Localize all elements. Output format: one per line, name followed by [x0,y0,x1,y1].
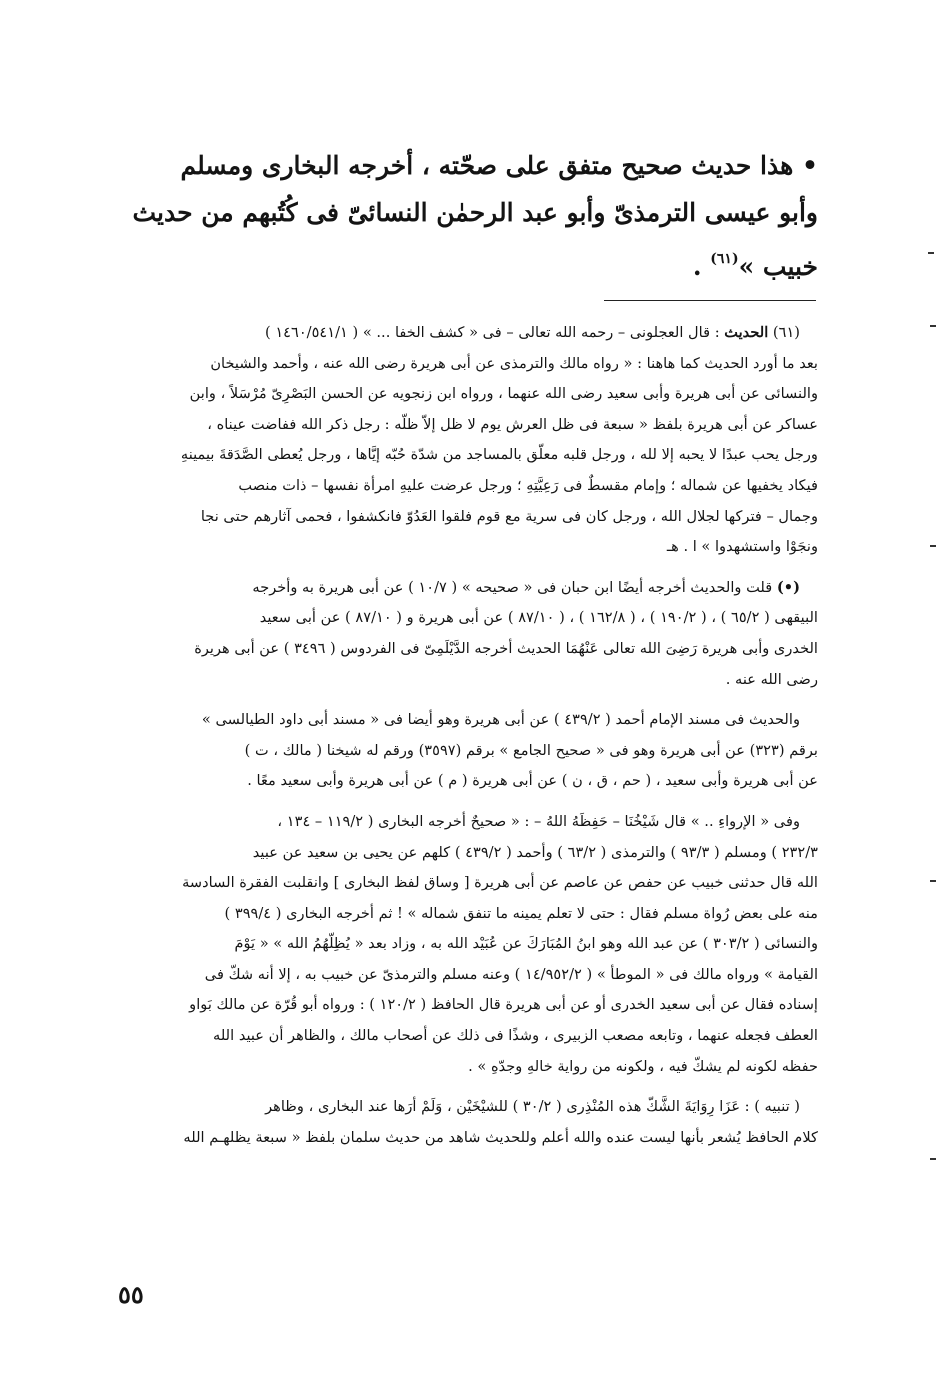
main-text-line-content: خبيب » [738,252,818,281]
footnote-separator-rule [604,300,816,301]
footnote-line: منه على بعض رُواة مسلم فقال : حتى لا تعلم يمينه ما تنفق شماله » ! ثم أخرجه البخارى ( ٣٩٩/٤ ) [224,904,818,922]
main-text-line [128,236,818,290]
footnote-line: ورجل يحب عبدًا لا يحبه إلا لله ، ورجل قلبه معلّق بالمساجد من شدّة حُبّه إيَّاها ، ورجل يُعطى الصَّدَقةَ بيمينهِ [180,446,818,464]
footnote-line: الله قال حدثنى خبيب عن حفص عن عاصم عن أبى هريرة [ وساق لفظ البخارى ] وانقلبت الفقرة السادسة [182,874,818,892]
footnote-line: البيقهى ( ٦٥/٢ ) ، ( ١٩٠/٢ ) ، ( ١٦٢/٨ ) ، ( ٨٧/١٠ ) عن أبى هريرة و ( ٨٧/١٠ ) عن أبى سعيد [259,609,818,627]
footnote-line: ٢٣٢/٣ ) ومسلم ( ٩٣/٣ ) والترمذى ( ٦٣/٢ ) وأحمد ( ٤٣٩/٢ ) كلهم عن يحيى بن سعيد عن عبيد [252,843,818,861]
footnote-line: إسناده فقال عن أبى سعيد الخدرى أو عن أبى هريرة قال الحافظ ( ١٢٠/٢ ) : ورواه أبو قُرّة عن مالك بَواو [189,996,818,1014]
footnote-line [118,807,818,838]
footnote-line [118,705,818,736]
footnote-line: فيكاد يخفيها عن شماله ؛ وإمام مقسطٌ فى رَعِيَّتِهِ ؛ ورجل عرضت عليهِ امرأة نفسها – ذات منصب [238,476,818,494]
footnote-line: القيامة » ورواه مالك فى « الموطأ » ( ١٤/٩٥٢/٢ ) وعنه مسلم والترمذىّ عن خبيب به ، إلا أنه شكّ فى [204,965,818,983]
footnote-line [118,318,818,349]
footnote-line: رضى الله عنه . [725,670,818,688]
footnote-line: عن أبى هريرة وأبى سعيد ، ( حم ، ق ، ن ) عن أبى هريرة ( م ) عن أبى هريرة وأبى سعيد معًا . [247,772,818,790]
margin-tick-mark [928,252,934,254]
page-number: ٥٥ [118,1280,144,1309]
footnote-line: حفظه لكونه لم يشكّ فيه ، ولكونه من رواية خالهِ وجدّهِ » . [468,1057,818,1075]
margin-tick-mark [930,880,936,882]
footnote-line: الخدرى وأبى هريرة رَضِىَ الله تعالى عَنْهُمَا الحديث أخرجه الدَّيْلَمِىّ فى الفردوس ( ٣٤٩٦ ) عن أبى هريرة [194,639,818,657]
margin-tick-mark [930,325,936,327]
margin-tick-mark [930,545,936,547]
footnote-line: العطف فجعله عنهما ، وتابعه مصعب الزبيرى ، وشذًا فى ذلك عن أصحاب مالك ، والظاهر أن عبيد الله [213,1027,818,1045]
footnote-lead-word: الحديث [724,324,769,341]
main-text-line: وأبو عيسى الترمذىّ وأبو عبد الرحمٰن النسائىّ فى كُتُبهم من حديث [132,198,818,227]
footnote-line-text: والحديث فى مسند الإمام أحمد ( ٤٣٩/٢ ) عن أبى هريرة وهو أيضا فى « مسند أبى داود الطيالسى » [201,711,800,729]
footnote-line: ونجَوْا واستشهدوا » ا . هـ [666,538,818,556]
footnote-line: والنسائى عن أبى هريرة وأبى سعيد رضى الله عنهما ، ورواه ابن زنجويه عن الحسن البَصْرِىّ مُرْسَلاً ، وابن [189,385,818,403]
footnote-line: برقم (٣٢٣) عن أبى هريرة وهو فى « صحيح الجامع » برقم (٣٥٩٧) ورقم له شيخنا ( مالك ، ت ) [244,741,818,759]
margin-tick-mark [930,1158,936,1160]
footnote-line [118,573,818,604]
main-text-line: • هذا حديث صحيح متفق على صحّته ، أخرجه البخارى ومسلم [180,151,818,180]
footnote-line: كلام الحافظ يُشعر بأنها ليست عنده والله أعلم وللحديث شاهد من حديث سلمان بلفظ « سبعة يظلهـم الله [183,1128,818,1146]
footnote-line [118,1092,818,1123]
footnote-line: والنسائى ( ٣٠٣/٢ ) عن عبد الله وهو ابنُ المُبَارَكَ عن عُبَيْد الله به ، وزاد بعد « يُظِلّهُمُ الله » « يَوْمَ [234,935,818,953]
footnotes-block [118,318,818,1153]
footnote-label: (٦١) [772,324,800,341]
main-text-end: . [692,252,711,281]
footnote-reference: (٦١) [710,251,739,267]
footnote-line: عساكر عن أبى هريرة بلفظ « سبعة فى ظل العرش يوم لا ظل إلاّ ظلّه : رجل ذكر الله ففاضت عيناه ، [207,415,818,433]
footnote-line-text: قلت والحديث أخرجه أيضًا ابن حبان فى « صحيحه » ( ١٠/٧ ) عن أبى هريرة به وأخرجه [252,578,773,596]
footnote-label: (•) [776,578,800,596]
footnote-line-text: : قال العجلونى – رحمه الله تعالى – فى « كشف الخفا ... » ( ١٤٦٠/٥٤١/١ ) [264,324,720,341]
footnote-line: بعد ما أورد الحديث كما هاهنا : « رواه مالك والترمذى عن أبى هريرة رضى الله عنه ، وأحمد والشيخان [210,354,818,372]
footnote-line-text: وفى « الإرواءِ .. » قال شَيْخُنَا – حَفِظَهُ اللهُ – : « صحيحٌ أخرجه البخارى ( ١١٩/٢ – ١٣٤ ، [277,812,800,830]
main-text-block [128,142,818,290]
footnote-line: وجمال – فتركها لجلال الله ، ورجل كان فى سرية مع قوم فلقوا العَدُوّ فانكشفوا ، فحمى آثارهم حتى نجا [200,507,818,525]
footnote-line-text: ( تنبيه ) : عَزَا رِوَايَةَ الشَّكّ هذه المُنْذِرى ( ٣٠/٢ ) للشيْخَيْن ، وَلَمْ أرَها عند البخارى ، وظاهر [265,1098,800,1116]
